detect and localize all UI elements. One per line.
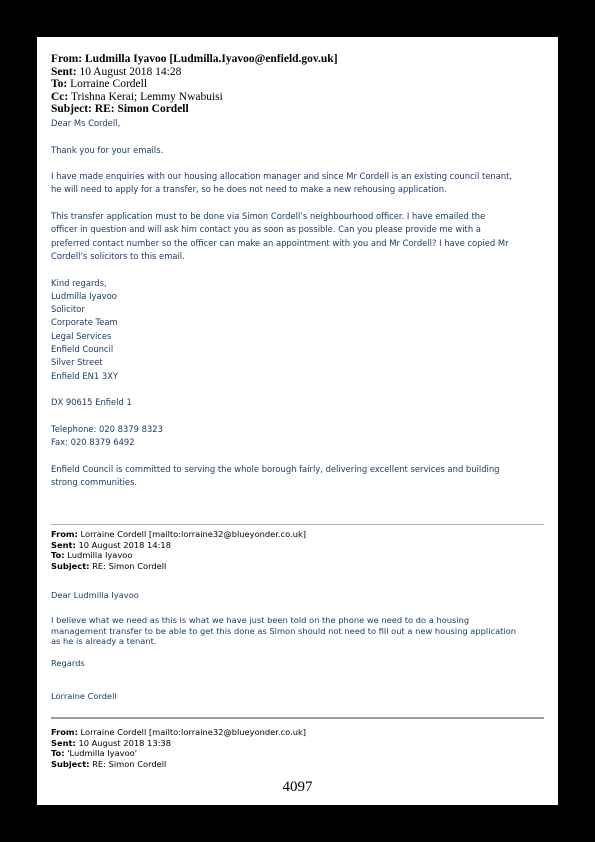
signoff: Kind regards, bbox=[51, 277, 107, 288]
greeting: Dear Ludmilla Iyavoo bbox=[51, 590, 139, 600]
to-value: Lorraine Cordell bbox=[70, 78, 148, 91]
email-body-2 bbox=[51, 590, 546, 601]
subject-label: Subject: bbox=[51, 103, 92, 116]
from-label: From: bbox=[51, 529, 78, 539]
sent-label: Sent: bbox=[51, 65, 77, 78]
to-value: 'Ludmilla Iyavoo' bbox=[67, 748, 138, 759]
to-label: To: bbox=[51, 550, 65, 561]
sent-label: Sent: bbox=[51, 539, 76, 550]
subject-value: RE: Simon Cordell bbox=[92, 560, 167, 571]
paragraph-line: I believe what we need as this is what we have just been told on the phone we need to do a housing bbox=[51, 615, 470, 625]
sent-value: 10 August 2018 14:18 bbox=[78, 539, 171, 550]
signature-line: Ludmilla Iyavoo bbox=[51, 290, 117, 301]
separator-line bbox=[51, 524, 544, 525]
from-value: Lorraine Cordell [mailto:lorraine32@blueyonder.co.uk] bbox=[80, 529, 306, 539]
telephone: Telephone: 020 8379 8323 bbox=[51, 423, 163, 434]
to-label: To: bbox=[51, 78, 68, 91]
from-label: From: bbox=[51, 53, 83, 65]
paragraph-line: management transfer to be able to get this done as Simon should not need to fill out a new housing application bbox=[51, 625, 517, 636]
sent-value: 10 August 2018 14:28 bbox=[79, 65, 182, 78]
greeting: Dear Ms Cordell, bbox=[51, 118, 121, 128]
paragraph: Thank you for your emails. bbox=[51, 144, 164, 155]
cc-value: Trishna Kerai; Lemmy Nwabuisi bbox=[70, 90, 223, 103]
from-value: Lorraine Cordell [mailto:lorraine32@blueyonder.co.uk] bbox=[80, 727, 306, 737]
signature-line: Silver Street bbox=[51, 357, 103, 368]
cc-label: Cc: bbox=[51, 90, 69, 103]
email-header-2 bbox=[51, 529, 306, 571]
regards: Regards bbox=[51, 658, 85, 668]
paragraph-line: he will need to apply for a transfer, so he does not need to make a new rehousing application. bbox=[51, 184, 447, 195]
signature-line: Legal Services bbox=[51, 330, 112, 341]
signature-line: Corporate Team bbox=[51, 317, 118, 328]
sender-name: Lorraine Cordell bbox=[51, 691, 117, 701]
paragraph-line: officer in question and will ask him contact you as soon as possible. Can you please provide me with a bbox=[51, 224, 481, 235]
email-body-2-regards bbox=[51, 658, 546, 669]
subject-value: RE: Simon Cordell bbox=[94, 103, 189, 116]
paragraph-line: as he is already a tenant. bbox=[51, 636, 157, 647]
email-header-1 bbox=[51, 53, 338, 116]
from-value: Ludmilla Iyavoo [Ludmilla.Iyavoo@enfield.gov.uk] bbox=[84, 53, 338, 65]
to-label: To: bbox=[51, 748, 65, 759]
sent-label: Sent: bbox=[51, 737, 76, 748]
subject-label: Subject: bbox=[51, 560, 90, 571]
email-body-1 bbox=[51, 117, 546, 489]
signature-line: Enfield Council bbox=[51, 344, 114, 355]
signature-line: Enfield EN1 3XY bbox=[51, 370, 119, 381]
page-number: 4097 bbox=[282, 779, 313, 795]
sent-value: 10 August 2018 13:38 bbox=[78, 737, 171, 748]
separator-line bbox=[51, 717, 544, 719]
paragraph-line: preferred contact number so the officer can make an appointment with you and Mr Cordell? I have copied Mr bbox=[51, 237, 509, 248]
email-header-3 bbox=[51, 727, 306, 769]
paragraph-line: I have made enquiries with our housing allocation manager and since Mr Cordell is an existing council tenant, bbox=[51, 171, 513, 182]
to-value: Ludmilla Iyavoo bbox=[67, 550, 133, 561]
subject-label: Subject: bbox=[51, 758, 90, 769]
document-page bbox=[37, 37, 558, 805]
fax: Fax: 020 8379 6492 bbox=[51, 437, 135, 448]
email-body-2-name bbox=[51, 691, 546, 702]
from-label: From: bbox=[51, 727, 78, 737]
paragraph-line: This transfer application must to be done via Simon Cordell’s neighbourhood officer. I have emailed the bbox=[51, 211, 486, 222]
paragraph-line: Cordell’s solicitors to this email. bbox=[51, 250, 185, 261]
email-body-2-paragraph bbox=[51, 615, 546, 647]
footer-line: Enfield Council is committed to serving the whole borough fairly, delivering excellent services and building bbox=[51, 463, 500, 474]
signature-line: Solicitor bbox=[51, 304, 85, 315]
footer-line: strong communities. bbox=[51, 477, 138, 488]
subject-value: RE: Simon Cordell bbox=[92, 758, 167, 769]
dx-number: DX 90615 Enfield 1 bbox=[51, 397, 132, 408]
